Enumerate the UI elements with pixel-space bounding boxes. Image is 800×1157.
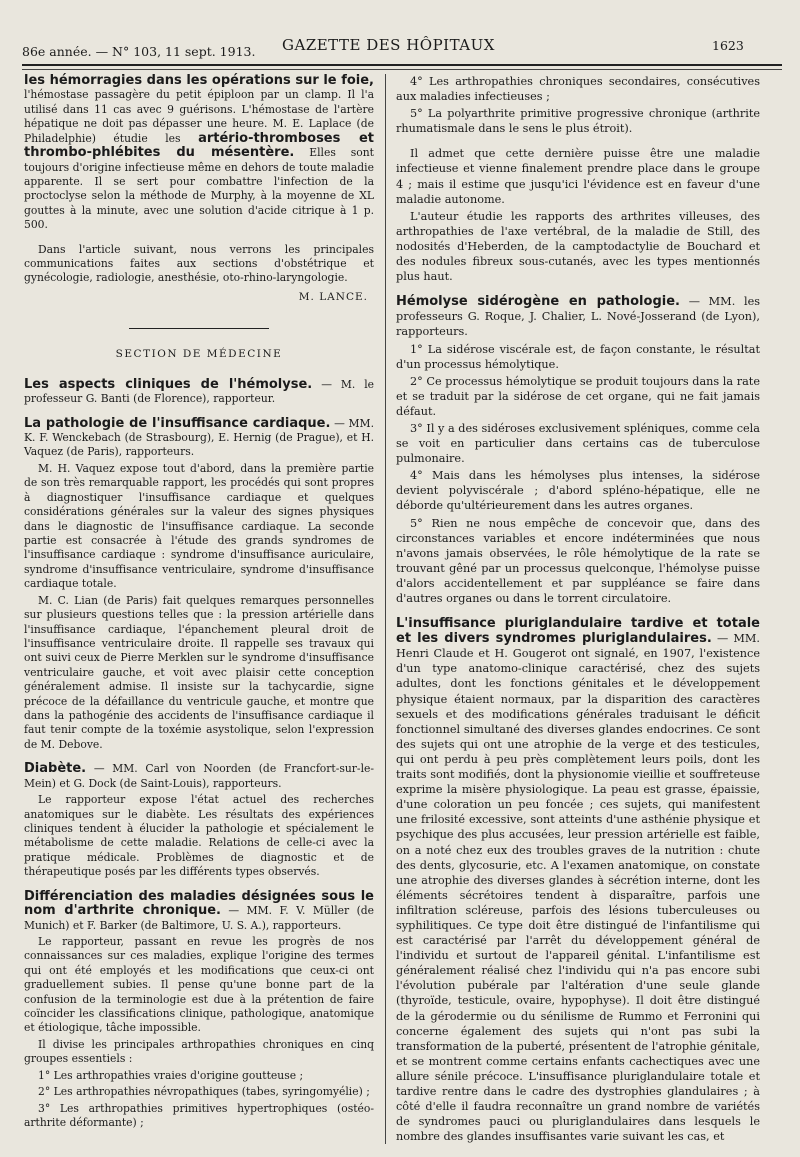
page-header [0,36,800,64]
issue-info: 86e année. — N° 103, 11 sept. 1913. [22,44,256,59]
paragraph: Le rapporteur expose l'état actuel des recherches anatomiques sur le diabète. Les résultats des expériences cliniques tendent à élucider la pathologie et spécialement le métabolisme de cette maladie. Relations de celle-ci avec la pratique médicale. Problèmes de diagnostic et de thérapeutique posés par les différents types observés. [24,793,374,879]
journal-title: GAZETTE DES HÔPITAUX [282,36,495,54]
heading-text: artério-thromboses et thrombo-phlébites du mésentère. [24,130,375,161]
body-text: — MM. Henri Claude et H. Gougerot ont signalé, en 1907, l'existence d'un type anatomo-clinique caractérisé, chez des sujets adultes, dont les fonctions génitales et le développement physique étaient normaux, par la disparition des caractères sexuels et des modifications générales traduisant le déficit fonctionnel simultané des diverses glandes endocrines. Ce sont des sujets qui ont une atrophie de la verge et des testicules, qui ont perdu à peu près complètement leurs poils, dont les traits sont modifiés, dont la physionomie vieillie et souffreteuse exprime la misère physiologique. La peau est grasse, épaissie, d'une coloration un peu foncée ; ces sujets, qui manifestent une frilosité excessive, sont atteints d'une asthénie physique et psychique des plus accusées, leur pression artérielle est faible, on a noté chez eux des troubles graves de la nutrition : chute des dents, glycosurie, etc. A l'examen anatomique, on constate une atrophie des diverses glandes à sécrétion interne, dont les éléments sécrétoires tendent à disparaître, parfois une infiltration scléreuse, parfois des lésions tuberculeuses ou syphilitiques. Ce type doit être distingué de l'infantilisme qui est caractérisé par l'arrêt du développement général de l'individu et surtout de l'appareil génital. L'infantilisme est généralement réalisé chez l'individu qui n'a pas encore subi l'évolution pubérale par l'altération d'une seule glande (thyroïde, testicule, ovaire, hypophyse). Il doit être distingué de la gérodermie ou du sénilisme de Rummo et Ferronini qui concerne également des sujets qui n'ont pas subi la transformation de la puberté, présentent de l'atrophie génitale, et se montrent comme certains enfants cachectiques avec une allure sénile précoce. L'insuffisance pluriglandulaire totale et tardive rentre dans le cadre des dystrophies glandulaires ; à côté d'elle il faudra reconnaître un grand nombre de variétés de syndromes pauci ou pluriglandulaires dans lesquels le nombre des glandes insuffisantes varie suivant les cas, et [396,632,761,1144]
heading-text: les hémorragies dans les opérations sur le foie, [24,73,374,88]
author-signature: M. LANCE. [298,290,368,303]
body-text: — MM. F. V. Müller (de Munich) et F. Barker (de Baltimore, U. S. A.), rapporteurs. [24,904,375,932]
heading-text: Diabète. [24,761,87,777]
list-item: 1° Les arthropathies vraies d'origine goutteuse ; [38,1068,304,1082]
list-item: 4° Mais dans les hémolyses plus intenses, la sidérose devient polyviscérale ; d'abord spléno-hépatique, elle ne déborde qu'ultérieurement dans les autres organes. [396,469,760,513]
article-heading [24,417,374,460]
article-heading [24,762,374,791]
list-item: 5° Rien ne nous empêche de concevoir que, dans des circonstances variables et encore indéterminées que nous n'avons jamais observées, le rôle hémolytique de la rate se trouvant gêné par un processus quelconque, l'hémolyse puisse d'alors accidentellement et par suppléance se faire dans d'autres organes ou dans le torrent circulatoire. [396,516,760,605]
heading-text: Les aspects cliniques de l'hémolyse. [24,376,313,392]
paragraph: Il divise les principales arthropathies chroniques en cinq groupes essentiels : [24,1037,374,1066]
heading-text: Hémolyse sidérogène en pathologie. [396,294,680,310]
body-text: — MM. Carl von Noorden (de Francfort-sur-le-Mein) et G. Dock (de Saint-Louis), rapporteurs. [24,762,374,790]
page-number: 1623 [712,38,744,53]
heading-text: Différenciation des maladies désignées sous le nom d'arthrite chronique. [24,888,374,919]
paragraph: Il admet que cette dernière puisse être une maladie infectieuse et vienne finalement prendre place dans le groupe 4 ; mais il estime que jusqu'ici l'évidence est en faveur d'une maladie autonome. [396,147,760,206]
body-text: — M. le professeur G. Banti (de Florence), rapporteur. [24,377,375,406]
paragraph [24,74,374,233]
list-item: 1° La sidérose viscérale est, de façon constante, le résultat d'un processus hémolytique. [396,342,760,371]
left-column [24,74,374,1132]
paragraph: Dans l'article suivant, nous verrons les principales communications faites aux sections d'obstétrique et gynécologie, radiologie, anesthésie, oto-rhino-laryngologie. [24,242,374,285]
right-column [396,74,760,1146]
body-text: Elles sont toujours d'origine infectieuse même en dehors de toute maladie apparente. Il se sert pour combattre l'infection de la proctoclyse selon la méthode de Murphy, à la moyenne de XL gouttes à la minute, avec une solution d'acide citrique à 1 p. 500. [24,146,374,232]
body-text: l'hémostase passagère du petit épiploon par un clamp. Il l'a utilisé dans 11 cas avec 9 guérisons. L'hémostase de l'artère hépatique ne doit pas dépasser une heure. M. E. Laplace (de Philadelphie) étudie les [24,88,374,145]
header-rule [22,64,782,66]
list-item: 2° Les arthropathies névropathiques (tabes, syringomyélie) ; [38,1085,370,1099]
column-divider [385,74,386,1144]
paragraph: Le rapporteur, passant en revue les progrès de nos connaissances sur ces maladies, explique l'origine des termes qui ont été employés et les modifications que ceux-ci ont graduellement subies. Il pense qu'une bonne part de la confusion de la terminologie est due à la prétention de faire coïncider les classifications clinique, pathologique, anatomique et étiologique, tâche impossible. [24,934,374,1035]
list-item: 2° Ce processus hémolytique se produit toujours dans la rate et se traduit par la sidérose de cet organe, qui ne fait jamais défaut. [396,374,760,418]
list-item: 5° La polyarthrite primitive progressive chronique (arthrite rhumatismale dans le sens le plus étroit). [396,107,760,136]
article-heading [24,378,374,407]
heading-text: La pathologie de l'insuffisance cardiaque. [24,415,331,431]
heading-text: L'insuffisance pluriglandulaire tardive et totale et les divers syndromes pluriglandulaires. [396,616,760,647]
article-heading [396,616,760,1144]
paragraph: M. C. Lian (de Paris) fait quelques remarques personnelles sur plusieurs questions telles que : la pression artérielle dans l'insuffisance cardiaque, l'épanchement pleural droit de l'insuffisance ventriculaire droite. Il rappelle ses travaux qui ont suivi ceux de Pierre Merklen sur le syndrome d'insuffisance ventriculaire gauche, et voit avec plaisir cette conception généralement admise. Il insiste sur la tachycardie, signe précoce de la défaillance du ventricule gauche, et montre que dans la pathogénie des accidents de l'insuffisance cardiaque il faut tenir compte de la toxémie asystolique, selon l'expression de M. Debove. [24,593,374,751]
list-item: 3° Les arthropathies primitives hypertrophiques (ostéo-arthrite déformante) ; [24,1101,374,1129]
section-rule [129,328,269,329]
list-item: 3° Il y a des sidéroses exclusivement spléniques, comme cela se voit en particulier dans certains cas de tuberculose pulmonaire. [396,421,760,466]
list-item: 4° Les arthropathies chroniques secondaires, consécutives aux maladies infectieuses ; [396,75,760,104]
paragraph: M. H. Vaquez expose tout d'abord, dans la première partie de son très remarquable rapport, les procédés qui sont propres à diagnostiquer l'insuffisance cardiaque et quelques considérations générales sur la valeur des signes physiques dans le diagnostic de l'insuffisance cardiaque. La seconde partie est consacrée à l'étude des grands syndromes de l'insuffisance cardiaque : syndrome d'insuffisance auriculaire, syndrome d'insuffisance ventriculaire, syndrome d'insuffisance cardiaque totale. [24,461,374,591]
section-title: SECTION DE MÉDECINE [115,348,283,361]
paragraph: L'auteur étudie les rapports des arthrites villeuses, des arthropathies de l'axe vertébral, de la maladie de Still, des nodosités d'Heberden, de la camptodactylie de Bouchard et des nodules fibreux sous-cutanés, avec les types mentionnés plus haut. [396,209,760,284]
header-rule-thin [22,69,782,70]
body-text: — MM. les professeurs G. Roque, J. Chalier, L. Nové-Josserand (de Lyon), rapporteurs. [396,295,761,339]
article-heading [396,294,760,339]
article-heading [24,890,374,933]
body-text: — MM. K. F. Wenckebach (de Strasbourg), E. Hernig (de Prague), et H. Vaquez (de Paris), rapporteurs. [24,416,374,459]
